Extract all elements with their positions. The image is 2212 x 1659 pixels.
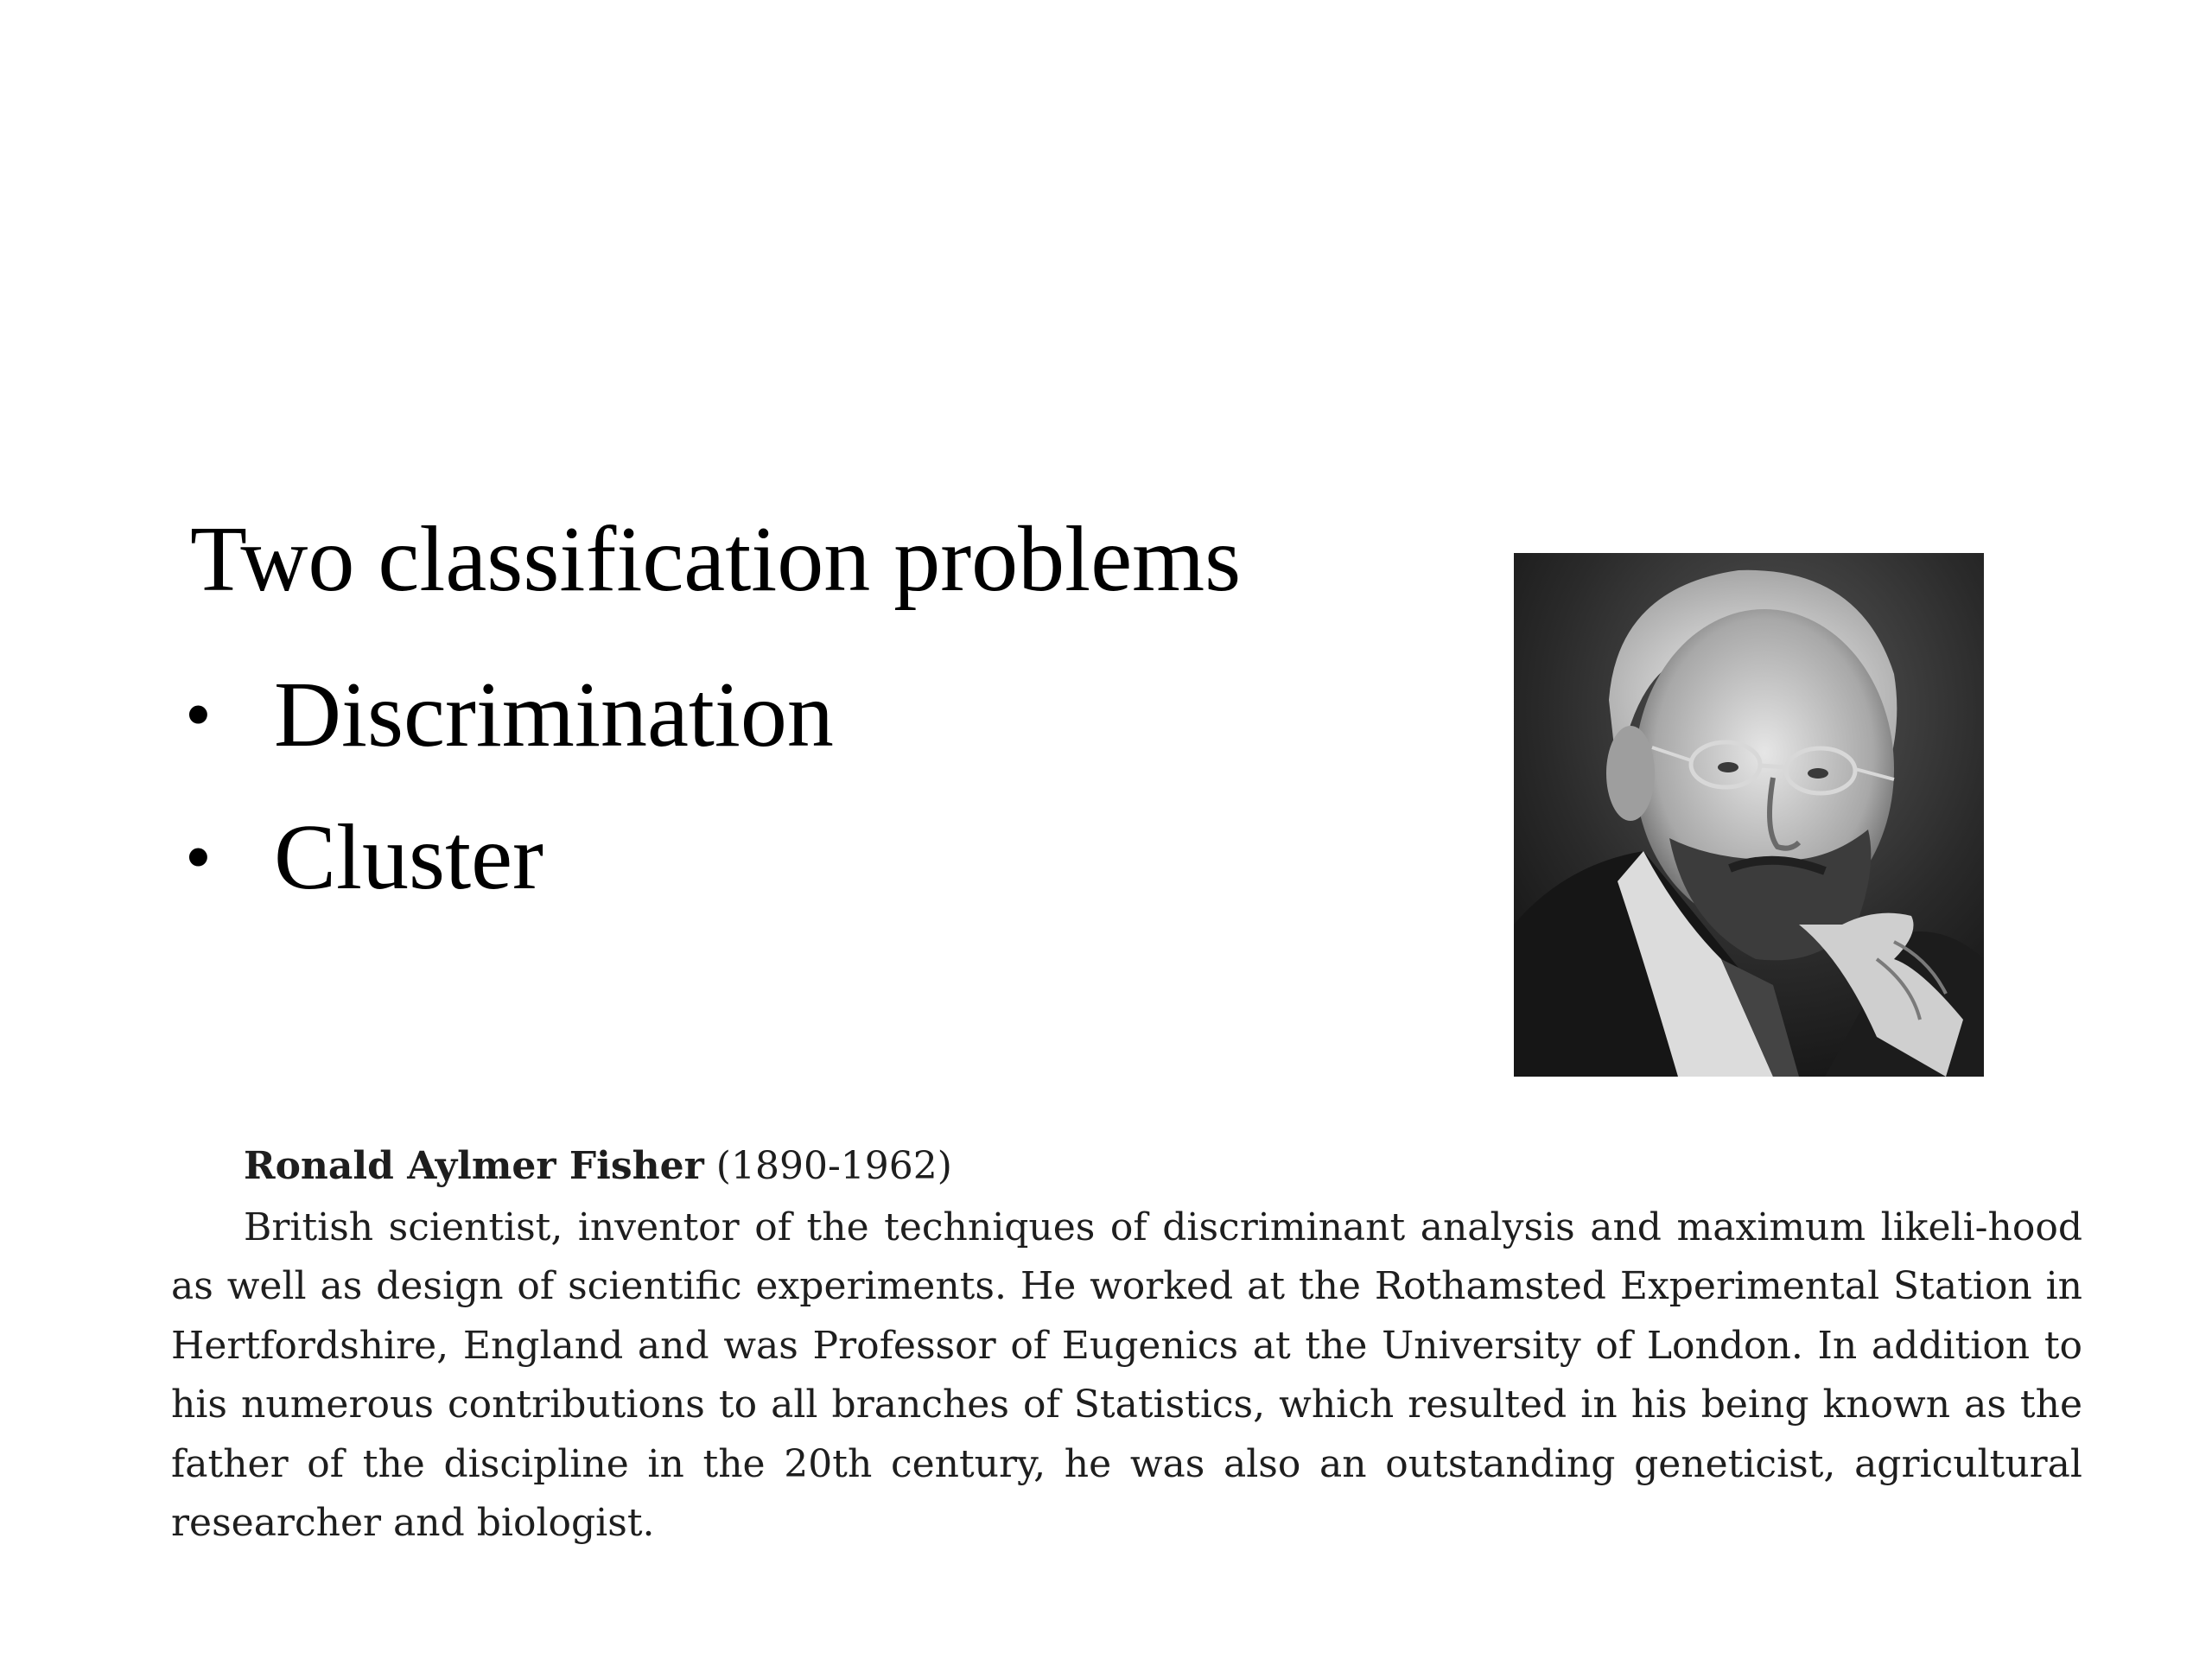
bullet-label: Discrimination xyxy=(274,664,834,766)
bio-name: Ronald Aylmer Fisher xyxy=(244,1144,704,1188)
bio-text: British scientist, inventor of the techniques of discriminant analysis and maximum likeli-hood as well as design of scientific experiments. He worked at the Rothamsted Experimental Station in Hertfordshire, England and was Professor of Eugenics at the University of London. In addition to his numerous contributions to all branches of Statistics, which resulted in his being known as the father of the discipline in the 20th century, he was also an outstanding geneticist, agricultural researcher and biologist. xyxy=(171,1205,2082,1545)
bio-dates: (1890-1962) xyxy=(715,1144,952,1188)
bio-heading xyxy=(171,1137,2082,1197)
bullet-icon: • xyxy=(185,673,212,757)
bullet-icon: • xyxy=(185,816,212,899)
bullet-item-discrimination xyxy=(185,644,834,786)
bio-caption xyxy=(171,1137,2082,1554)
portrait-illustration xyxy=(1514,553,1984,1077)
slide-heading: Two classification problems xyxy=(190,508,1242,611)
portrait-photo xyxy=(1514,553,1984,1077)
bullet-label: Cluster xyxy=(274,806,543,909)
bullet-item-cluster xyxy=(185,786,834,929)
bullet-list xyxy=(185,644,834,929)
